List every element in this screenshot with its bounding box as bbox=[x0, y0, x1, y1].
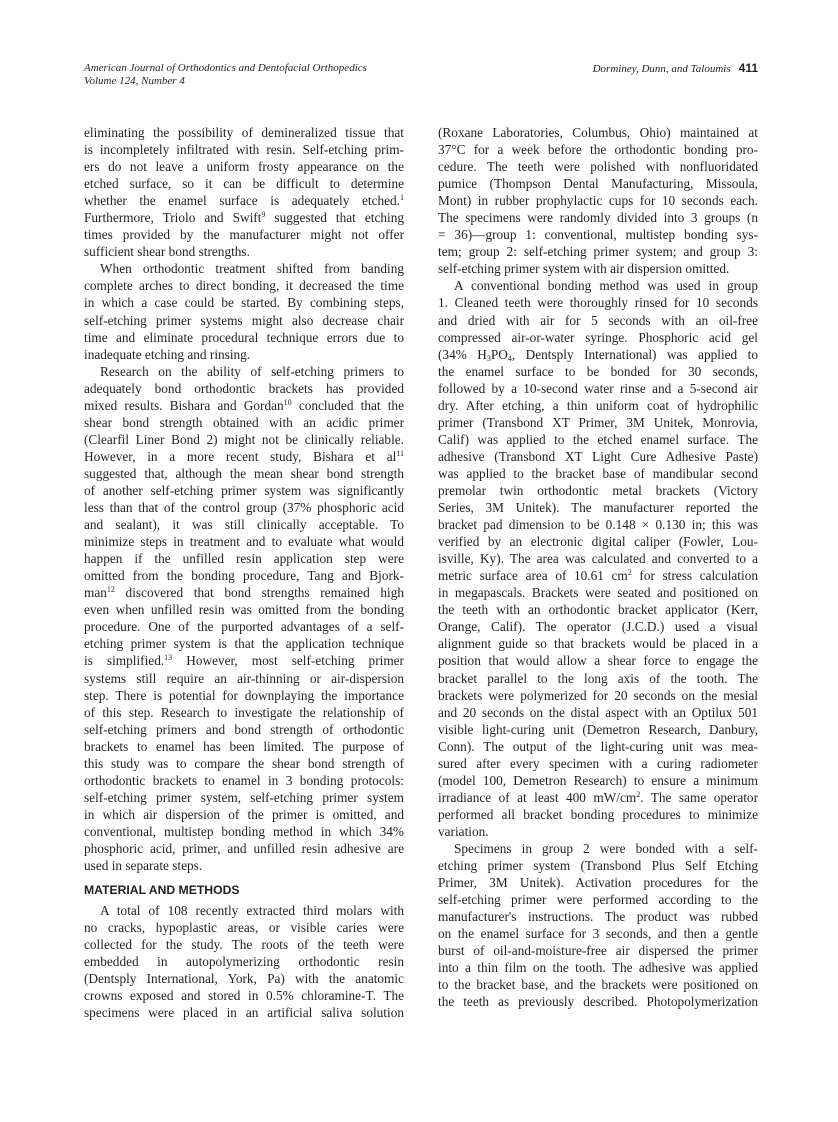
text-segment: man bbox=[84, 585, 107, 601]
text-line: crowns exposed and stored in 0.5% chloramine-T. The bbox=[84, 988, 404, 1004]
text-segment: PO bbox=[490, 346, 508, 362]
paragraph-intro-2 bbox=[84, 260, 404, 362]
text-line: performed all bracket bonding procedures to minimize bbox=[438, 806, 758, 822]
text-line: complete arches to direct bonding, it decreased the time bbox=[84, 278, 404, 294]
text-line: burst of oil-and-moisture-free air dispersed the primer bbox=[438, 943, 758, 959]
text-line: the teeth with an orthodontic bracket applicator (Kerr, bbox=[438, 602, 758, 618]
text-line: sured after every specimen with a curing radiometer bbox=[438, 755, 758, 771]
text-segment: discovered that bond strengths remained high bbox=[114, 585, 404, 601]
text-line: is incompletely infiltrated with resin. Self-etching prim- bbox=[84, 142, 404, 158]
text-line: = 36)—group 1: conventional, multistep bonding sys- bbox=[438, 227, 758, 243]
paragraph-intro-3 bbox=[84, 363, 404, 874]
superscript: 2 bbox=[636, 789, 641, 799]
text-line: times provided by the manufacturer might not offer bbox=[84, 227, 404, 243]
text-segment: However, most self-etching primer bbox=[172, 653, 404, 669]
text-segment: Furthermore, Triolo and Swift bbox=[84, 210, 262, 226]
text-line: minimize steps in treatment and to evaluate what would bbox=[84, 534, 404, 550]
paragraph-intro-1 bbox=[84, 124, 404, 260]
text-line bbox=[84, 209, 404, 226]
text-segment: (34% H bbox=[438, 346, 487, 362]
text-line bbox=[84, 397, 404, 414]
text-segment: , Dentsply International) was applied to bbox=[511, 346, 758, 362]
text-line: inadequate etching and rinsing. bbox=[84, 346, 251, 362]
text-segment: irradiance of at least 400 mW/cm bbox=[438, 789, 637, 805]
text-line: sufficient shear bond strengths. bbox=[84, 244, 250, 260]
text-line: suggested that, although the mean shear bond strength bbox=[84, 465, 404, 481]
superscript: 2 bbox=[627, 568, 632, 578]
journal-info bbox=[84, 62, 367, 88]
text-line: self-etching primer were performed according to the bbox=[438, 892, 758, 908]
text-line bbox=[438, 789, 758, 806]
text-line: alignment guide so that brackets would be placed in a bbox=[438, 636, 758, 652]
text-line: Mont) in rubber prophylactic cups for 10 seconds each. bbox=[438, 193, 758, 209]
text-line bbox=[84, 448, 404, 465]
text-line: Primer, 3M Unitek). Activation procedures for the bbox=[438, 875, 758, 891]
text-line: into a thin film on the tooth. The adhesive was applied bbox=[438, 960, 758, 976]
running-authors: Dorminey, Dunn, and Taloumis bbox=[592, 63, 731, 75]
text-line: tem; group 2: self-etching primer system; and group 3: bbox=[438, 244, 758, 260]
text-line: bracket parallel to the long axis of the tooth. The bbox=[438, 670, 758, 686]
text-line: self-etching primers and bond strength of orthodontic bbox=[84, 721, 404, 737]
text-line: omitted from the bonding procedure, Tang and Bjork- bbox=[84, 568, 404, 584]
text-segment: mixed results. Bishara and Gordan bbox=[84, 397, 284, 413]
text-line: self-etching primer system, self-etching primer system bbox=[84, 789, 404, 805]
section-heading: MATERIAL AND METHODS bbox=[84, 883, 240, 898]
text-line: the teeth as previously described. Photopolymerization bbox=[438, 994, 758, 1010]
text-line: brackets to enamel has been limited. The purpose of bbox=[84, 738, 404, 754]
text-line: and sealant), it was still clinically acceptable. To bbox=[84, 517, 404, 533]
text-segment: concluded that the bbox=[291, 397, 404, 413]
text-line: procedure. One of the purported advantages of a self- bbox=[84, 619, 404, 635]
text-line bbox=[438, 346, 758, 363]
text-line: self-etching primer systems might also decrease chair bbox=[84, 312, 404, 328]
text-line: 37°C for a week before the orthodontic bonding pro- bbox=[438, 142, 758, 158]
text-line: primer (Transbond XT Primer, 3M Unitek, Monrovia, bbox=[438, 414, 758, 430]
text-line bbox=[84, 584, 404, 601]
text-line: less than that of the control group (37% phosphoric acid bbox=[84, 500, 404, 516]
text-line: no cracks, hypoplastic areas, or visible caries were bbox=[84, 920, 404, 936]
paragraph-methods-1-cont bbox=[438, 124, 758, 277]
text-segment: is simplified. bbox=[84, 653, 165, 669]
text-line bbox=[438, 567, 758, 584]
text-line: pumice (Thompson Dental Manufacturing, Missoula, bbox=[438, 176, 758, 192]
text-line: ers do not leave a uniform frosty appearance on the bbox=[84, 159, 404, 175]
subscript: 4 bbox=[507, 353, 512, 363]
text-line: used in separate steps. bbox=[84, 858, 203, 874]
text-line: dry. After etching, a thin uniform coat of hydrophilic bbox=[438, 397, 758, 413]
text-line: Specimens in group 2 were bonded with a self- bbox=[454, 840, 758, 856]
text-line: step. There is potential for downplaying the importance bbox=[84, 687, 404, 703]
text-line: and dried with air for 5 seconds with an oil-free bbox=[438, 312, 758, 328]
text-segment: suggested that etching bbox=[265, 210, 404, 226]
text-line: A total of 108 recently extracted third molars with bbox=[100, 903, 404, 919]
text-segment: However, in a more recent study, Bishara et al bbox=[84, 448, 397, 464]
reference-superscript[interactable]: 10 bbox=[283, 397, 292, 407]
reference-superscript[interactable]: 13 bbox=[164, 653, 173, 663]
text-line: embedded in autopolymerizing orthodontic resin bbox=[84, 954, 404, 970]
text-line: in which air dispersion of the primer is omitted, and bbox=[84, 806, 404, 822]
text-segment: whether the enamel surface is adequately etched. bbox=[84, 193, 400, 209]
text-line: compressed air-or-water syringe. Phosphoric acid gel bbox=[438, 329, 758, 345]
text-line: brackets were polymerized for 20 seconds on the mesial bbox=[438, 687, 758, 703]
text-line: this study was to compare the shear bond strength of bbox=[84, 755, 404, 771]
text-line: even when unfilled resin was omitted from the bonding bbox=[84, 602, 404, 618]
text-line: systems still require an air-thinning or air-dispersion bbox=[84, 670, 404, 686]
text-segment: metric surface area of 10.61 cm bbox=[438, 568, 628, 584]
reference-superscript[interactable]: 9 bbox=[261, 210, 266, 220]
text-line: isville, Ky). The area was calculated and converted to a bbox=[438, 551, 758, 567]
reference-superscript[interactable]: 12 bbox=[106, 585, 115, 595]
text-line bbox=[84, 192, 404, 209]
text-segment: . The same operator bbox=[640, 789, 758, 805]
text-line: collected for the study. The roots of the teeth were bbox=[84, 937, 404, 953]
text-line: phosphoric acid, primer, and unfilled resin adhesive are bbox=[84, 840, 404, 856]
text-line: When orthodontic treatment shifted from banding bbox=[100, 261, 404, 277]
text-line: (Roxane Laboratories, Columbus, Ohio) maintained at bbox=[438, 125, 758, 140]
text-line: premolar twin orthodontic metal brackets (Victory bbox=[438, 482, 758, 498]
text-line: adhesive (Transbond XT Light Cure Adhesive Paste) bbox=[438, 448, 758, 464]
text-line: (Clearfil Liner Bond 2) might not be clinically reliable. bbox=[84, 431, 404, 447]
reference-superscript[interactable]: 1 bbox=[400, 193, 404, 203]
text-line: etched surface, so it can be difficult to determine bbox=[84, 176, 404, 192]
text-line: A conventional bonding method was used in group bbox=[454, 278, 758, 294]
text-line: the enamel surface to be bonded for 30 seconds, bbox=[438, 363, 758, 379]
journal-title: American Journal of Orthodontics and Dentofacial Orthopedics bbox=[84, 62, 367, 74]
page-number: 411 bbox=[738, 61, 758, 75]
text-line: etching primer system is that the application technique bbox=[84, 636, 404, 652]
text-line: of this step. Research to investigate the relationship of bbox=[84, 704, 404, 720]
subscript: 3 bbox=[486, 353, 491, 363]
text-line: to the bracket base, and the brackets were positioned on bbox=[438, 977, 758, 993]
text-line: in megapascals. Brackets were seated and positioned on bbox=[438, 585, 758, 601]
text-line bbox=[84, 652, 404, 669]
text-segment: for stress calculation bbox=[631, 568, 758, 584]
text-line: Series, 3M Unitek). The manufacturer reported the bbox=[438, 500, 758, 516]
text-line: variation. bbox=[438, 823, 489, 839]
text-line: (Dentsply International, York, Pa) with the anatomic bbox=[84, 971, 404, 987]
text-line: 1. Cleaned teeth were thoroughly rinsed for 10 seconds bbox=[438, 295, 758, 311]
text-line: time and eliminate procedural technique errors due to bbox=[84, 329, 404, 345]
author-page bbox=[593, 62, 758, 76]
paragraph-methods-2 bbox=[438, 277, 758, 840]
text-line: verified by an electronic digital caliper (Fowler, Lou- bbox=[438, 534, 758, 550]
left-column bbox=[84, 124, 404, 1021]
text-line: Calif) was applied to the etched enamel surface. The bbox=[438, 431, 758, 447]
text-line: in which a case could be started. By combining steps, bbox=[84, 295, 404, 311]
journal-volume: Volume 124, Number 4 bbox=[84, 75, 185, 87]
paragraph-methods-1 bbox=[84, 902, 404, 1021]
reference-superscript[interactable]: 11 bbox=[396, 448, 404, 458]
text-line: Orange, Calif). The operator (J.C.D.) used a visual bbox=[438, 619, 758, 635]
paragraph-methods-3 bbox=[438, 840, 758, 1010]
right-column bbox=[438, 124, 758, 1010]
text-line: position that would allow a shear force to engage the bbox=[438, 653, 758, 669]
text-line: and 20 seconds on the distal aspect with an Optilux 501 bbox=[438, 704, 758, 720]
text-line: was applied to the bracket base of mandibular second bbox=[438, 465, 758, 481]
text-line: conventional, multistep bonding method in which 34% bbox=[84, 823, 404, 839]
text-line: cedure. The teeth were polished with nonfluoridated bbox=[438, 159, 758, 175]
text-line: on the enamel surface for 3 seconds, and then a gentle bbox=[438, 926, 758, 942]
text-line: specimens were placed in an artificial saliva solution bbox=[84, 1005, 404, 1021]
text-line: Conn). The output of the light-curing unit was mea- bbox=[438, 738, 758, 754]
text-line: happen if the unfilled resin application step were bbox=[84, 551, 404, 567]
text-line: bracket pad dimension to be 0.148 × 0.130 in; this was bbox=[438, 517, 758, 533]
text-line: visible light-curing unit (Demetron Research, Danbury, bbox=[438, 721, 758, 737]
text-line: etching primer system (Transbond Plus Self Etching bbox=[438, 858, 758, 874]
text-line: of another self-etching primer system was significantly bbox=[84, 482, 404, 498]
text-line: Research on the ability of self-etching primers to bbox=[100, 363, 404, 379]
text-line: manufacturer's instructions. The product was rubbed bbox=[438, 909, 758, 925]
text-line: eliminating the possibility of demineralized tissue that bbox=[84, 125, 404, 140]
text-line: orthodontic brackets to enamel in 3 bonding protocols: bbox=[84, 772, 404, 788]
text-line: The specimens were randomly divided into 3 groups (n bbox=[438, 210, 758, 226]
text-line: self-etching primer system with air dispersion omitted. bbox=[438, 261, 730, 277]
text-line: shear bond strength obtained with an acidic primer bbox=[84, 414, 404, 430]
text-line: (model 100, Demetron Research) to ensure a minimum bbox=[438, 772, 758, 788]
text-line: adequately bond orthodontic brackets has provided bbox=[84, 380, 404, 396]
text-line: followed by a 10-second water rinse and a 5-second air bbox=[438, 380, 758, 396]
